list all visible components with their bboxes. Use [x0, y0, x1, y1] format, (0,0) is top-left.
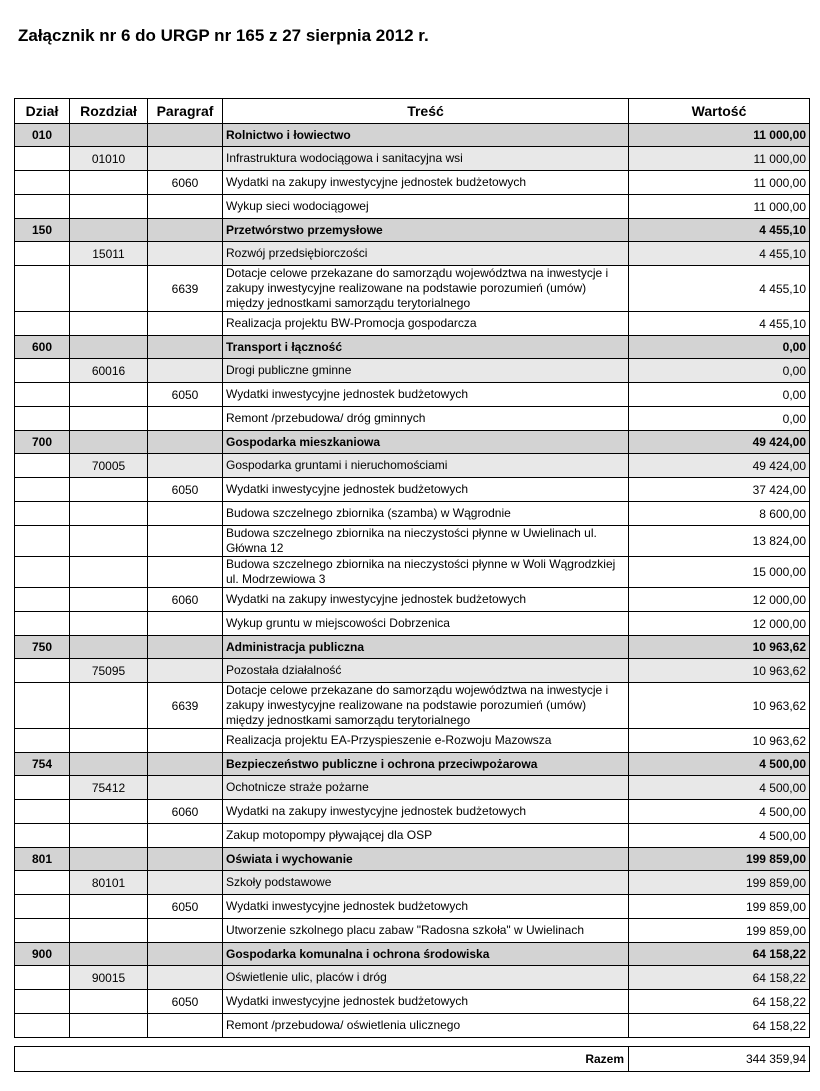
table-row [15, 659, 810, 683]
header-paragraf: Paragraf [148, 99, 223, 124]
cell-wartosc: 12 000,00 [629, 612, 810, 636]
cell-paragraf [148, 824, 223, 848]
cell-rozdzial [70, 195, 148, 219]
cell-paragraf [148, 502, 223, 526]
cell-rozdzial [70, 753, 148, 776]
section-row [15, 943, 810, 966]
cell-wartosc: 4 455,10 [629, 312, 810, 336]
cell-rozdzial [70, 729, 148, 753]
cell-dzial: 900 [15, 943, 70, 966]
table-row [15, 557, 810, 588]
cell-rozdzial: 60016 [70, 359, 148, 383]
table-row [15, 171, 810, 195]
cell-tresc: Rozwój przedsiębiorczości [223, 242, 629, 266]
cell-dzial [15, 526, 70, 557]
cell-rozdzial [70, 407, 148, 431]
cell-paragraf: 6639 [148, 266, 223, 312]
section-row [15, 753, 810, 776]
cell-dzial: 801 [15, 848, 70, 871]
cell-paragraf [148, 943, 223, 966]
cell-dzial: 010 [15, 124, 70, 147]
cell-tresc: Transport i łączność [223, 336, 629, 359]
cell-paragraf [148, 753, 223, 776]
budget-table [14, 98, 810, 1038]
table-row [15, 800, 810, 824]
cell-tresc: Zakup motopompy pływającej dla OSP [223, 824, 629, 848]
cell-dzial [15, 1014, 70, 1038]
cell-tresc: Remont /przebudowa/ dróg gminnych [223, 407, 629, 431]
cell-wartosc: 49 424,00 [629, 431, 810, 454]
cell-dzial [15, 659, 70, 683]
cell-dzial [15, 612, 70, 636]
total-row [15, 1047, 810, 1072]
cell-rozdzial [70, 612, 148, 636]
cell-wartosc: 11 000,00 [629, 195, 810, 219]
cell-dzial [15, 407, 70, 431]
table-row [15, 147, 810, 171]
cell-tresc: Wydatki inwestycyjne jednostek budżetowych [223, 990, 629, 1014]
cell-wartosc: 199 859,00 [629, 871, 810, 895]
cell-wartosc: 64 158,22 [629, 966, 810, 990]
cell-dzial [15, 454, 70, 478]
cell-dzial [15, 359, 70, 383]
cell-wartosc: 4 455,10 [629, 266, 810, 312]
cell-rozdzial [70, 683, 148, 729]
cell-wartosc: 4 500,00 [629, 824, 810, 848]
cell-tresc: Rolnictwo i łowiectwo [223, 124, 629, 147]
cell-rozdzial [70, 219, 148, 242]
table-row [15, 966, 810, 990]
cell-tresc: Wykup sieci wodociągowej [223, 195, 629, 219]
cell-paragraf [148, 729, 223, 753]
cell-rozdzial [70, 336, 148, 359]
cell-rozdzial [70, 171, 148, 195]
cell-dzial [15, 171, 70, 195]
cell-wartosc: 4 455,10 [629, 242, 810, 266]
cell-dzial: 700 [15, 431, 70, 454]
cell-paragraf [148, 848, 223, 871]
section-row [15, 219, 810, 242]
table-row [15, 776, 810, 800]
cell-dzial [15, 195, 70, 219]
cell-rozdzial [70, 478, 148, 502]
cell-paragraf: 6050 [148, 990, 223, 1014]
cell-wartosc: 64 158,22 [629, 1014, 810, 1038]
table-row [15, 729, 810, 753]
table-row [15, 502, 810, 526]
cell-dzial [15, 242, 70, 266]
table-row [15, 478, 810, 502]
cell-wartosc: 0,00 [629, 407, 810, 431]
cell-wartosc: 15 000,00 [629, 557, 810, 588]
cell-paragraf [148, 312, 223, 336]
cell-paragraf: 6060 [148, 800, 223, 824]
cell-wartosc: 13 824,00 [629, 526, 810, 557]
section-row [15, 636, 810, 659]
cell-wartosc: 49 424,00 [629, 454, 810, 478]
table-row [15, 612, 810, 636]
cell-paragraf [148, 454, 223, 478]
table-row [15, 266, 810, 312]
table-body [15, 124, 810, 1038]
cell-rozdzial: 90015 [70, 966, 148, 990]
table-row [15, 895, 810, 919]
cell-dzial: 150 [15, 219, 70, 242]
cell-rozdzial: 15011 [70, 242, 148, 266]
cell-tresc: Szkoły podstawowe [223, 871, 629, 895]
cell-tresc: Realizacja projektu BW-Promocja gospodarcza [223, 312, 629, 336]
cell-tresc: Remont /przebudowa/ oświetlenia ulicznego [223, 1014, 629, 1038]
table-row [15, 526, 810, 557]
cell-paragraf [148, 359, 223, 383]
header-dzial: Dział [15, 99, 70, 124]
cell-wartosc: 10 963,62 [629, 636, 810, 659]
table-row [15, 683, 810, 729]
cell-tresc: Dotacje celowe przekazane do samorządu województwa na inwestycje i zakupy inwestycyjne realizowane na podstawie porozumień (umów) między jednostkami samorządu terytorialnego [223, 266, 629, 312]
cell-dzial [15, 266, 70, 312]
cell-paragraf [148, 147, 223, 171]
cell-rozdzial: 75412 [70, 776, 148, 800]
cell-paragraf [148, 966, 223, 990]
cell-paragraf [148, 776, 223, 800]
cell-paragraf: 6050 [148, 895, 223, 919]
cell-paragraf [148, 557, 223, 588]
cell-paragraf: 6060 [148, 171, 223, 195]
cell-wartosc: 199 859,00 [629, 919, 810, 943]
cell-rozdzial [70, 431, 148, 454]
cell-rozdzial [70, 943, 148, 966]
cell-dzial [15, 147, 70, 171]
cell-rozdzial [70, 266, 148, 312]
table-row [15, 242, 810, 266]
cell-wartosc: 0,00 [629, 336, 810, 359]
table-header-row [15, 99, 810, 124]
cell-dzial [15, 800, 70, 824]
cell-rozdzial: 80101 [70, 871, 148, 895]
cell-tresc: Oświata i wychowanie [223, 848, 629, 871]
cell-wartosc: 11 000,00 [629, 124, 810, 147]
cell-wartosc: 0,00 [629, 383, 810, 407]
cell-paragraf [148, 431, 223, 454]
cell-tresc: Budowa szczelnego zbiornika (szamba) w Wągrodnie [223, 502, 629, 526]
table-row [15, 990, 810, 1014]
total-table [14, 1046, 810, 1072]
header-rozdzial: Rozdział [70, 99, 148, 124]
cell-paragraf: 6639 [148, 683, 223, 729]
cell-wartosc: 10 963,62 [629, 729, 810, 753]
section-row [15, 336, 810, 359]
cell-tresc: Pozostała działalność [223, 659, 629, 683]
cell-tresc: Przetwórstwo przemysłowe [223, 219, 629, 242]
cell-tresc: Infrastruktura wodociągowa i sanitacyjna wsi [223, 147, 629, 171]
cell-rozdzial: 70005 [70, 454, 148, 478]
cell-rozdzial [70, 588, 148, 612]
cell-rozdzial [70, 824, 148, 848]
cell-rozdzial [70, 800, 148, 824]
cell-rozdzial [70, 557, 148, 588]
cell-tresc: Wydatki inwestycyjne jednostek budżetowych [223, 895, 629, 919]
cell-tresc: Administracja publiczna [223, 636, 629, 659]
cell-dzial [15, 502, 70, 526]
cell-rozdzial [70, 919, 148, 943]
cell-wartosc: 199 859,00 [629, 848, 810, 871]
cell-tresc: Utworzenie szkolnego placu zabaw "Radosna szkoła" w Uwielinach [223, 919, 629, 943]
cell-tresc: Wydatki na zakupy inwestycyjne jednostek budżetowych [223, 800, 629, 824]
cell-dzial [15, 776, 70, 800]
cell-rozdzial: 01010 [70, 147, 148, 171]
cell-tresc: Bezpieczeństwo publiczne i ochrona przeciwpożarowa [223, 753, 629, 776]
cell-dzial: 754 [15, 753, 70, 776]
section-row [15, 848, 810, 871]
cell-rozdzial [70, 383, 148, 407]
cell-tresc: Gospodarka mieszkaniowa [223, 431, 629, 454]
cell-paragraf: 6060 [148, 588, 223, 612]
cell-dzial [15, 824, 70, 848]
table-row [15, 359, 810, 383]
table-row [15, 919, 810, 943]
cell-dzial [15, 895, 70, 919]
cell-dzial [15, 588, 70, 612]
cell-wartosc: 37 424,00 [629, 478, 810, 502]
table-row [15, 588, 810, 612]
cell-tresc: Realizacja projektu EA-Przyspieszenie e-Rozwoju Mazowsza [223, 729, 629, 753]
cell-dzial: 750 [15, 636, 70, 659]
cell-paragraf [148, 1014, 223, 1038]
cell-tresc: Drogi publiczne gminne [223, 359, 629, 383]
table-row [15, 1014, 810, 1038]
cell-rozdzial [70, 895, 148, 919]
cell-paragraf [148, 124, 223, 147]
cell-wartosc: 0,00 [629, 359, 810, 383]
cell-tresc: Wydatki inwestycyjne jednostek budżetowych [223, 383, 629, 407]
cell-wartosc: 64 158,22 [629, 990, 810, 1014]
cell-paragraf [148, 242, 223, 266]
cell-paragraf [148, 336, 223, 359]
cell-wartosc: 4 500,00 [629, 776, 810, 800]
cell-paragraf [148, 871, 223, 895]
table-row [15, 383, 810, 407]
cell-rozdzial [70, 312, 148, 336]
cell-dzial [15, 683, 70, 729]
cell-paragraf [148, 636, 223, 659]
cell-paragraf [148, 407, 223, 431]
cell-tresc: Ochotnicze straże pożarne [223, 776, 629, 800]
section-row [15, 431, 810, 454]
cell-tresc: Wykup gruntu w miejscowości Dobrzenica [223, 612, 629, 636]
cell-rozdzial [70, 526, 148, 557]
cell-rozdzial [70, 124, 148, 147]
cell-wartosc: 4 500,00 [629, 800, 810, 824]
table-row [15, 407, 810, 431]
cell-rozdzial [70, 502, 148, 526]
cell-rozdzial [70, 1014, 148, 1038]
cell-wartosc: 4 455,10 [629, 219, 810, 242]
cell-paragraf [148, 612, 223, 636]
cell-tresc: Budowa szczelnego zbiornika na nieczystości płynne w Uwielinach ul. Główna 12 [223, 526, 629, 557]
cell-paragraf [148, 219, 223, 242]
table-row [15, 871, 810, 895]
cell-tresc: Dotacje celowe przekazane do samorządu województwa na inwestycje i zakupy inwestycyjne realizowane na podstawie porozumień (umów) między jednostkami samorządu terytorialnego [223, 683, 629, 729]
cell-rozdzial: 75095 [70, 659, 148, 683]
table-row [15, 824, 810, 848]
cell-wartosc: 4 500,00 [629, 753, 810, 776]
cell-wartosc: 64 158,22 [629, 943, 810, 966]
cell-wartosc: 8 600,00 [629, 502, 810, 526]
total-value: 344 359,94 [629, 1047, 810, 1072]
cell-dzial [15, 557, 70, 588]
cell-wartosc: 11 000,00 [629, 171, 810, 195]
cell-paragraf: 6050 [148, 478, 223, 502]
table-row [15, 454, 810, 478]
table-row [15, 195, 810, 219]
cell-tresc: Budowa szczelnego zbiornika na nieczystości płynne w Woli Wągrodzkiej ul. Modrzewiowa 3 [223, 557, 629, 588]
cell-paragraf [148, 919, 223, 943]
cell-wartosc: 10 963,62 [629, 659, 810, 683]
document-title: Załącznik nr 6 do URGP nr 165 z 27 sierpnia 2012 r. [18, 26, 429, 45]
cell-paragraf [148, 195, 223, 219]
cell-dzial [15, 478, 70, 502]
header-tresc: Treść [223, 99, 629, 124]
cell-paragraf [148, 526, 223, 557]
table-row [15, 312, 810, 336]
cell-dzial [15, 990, 70, 1014]
cell-paragraf [148, 659, 223, 683]
section-row [15, 124, 810, 147]
cell-tresc: Wydatki inwestycyjne jednostek budżetowych [223, 478, 629, 502]
cell-tresc: Oświetlenie ulic, placów i dróg [223, 966, 629, 990]
cell-tresc: Gospodarka gruntami i nieruchomościami [223, 454, 629, 478]
cell-wartosc: 12 000,00 [629, 588, 810, 612]
cell-dzial [15, 383, 70, 407]
cell-dzial [15, 919, 70, 943]
header-wartosc: Wartość [629, 99, 810, 124]
total-label: Razem [15, 1047, 629, 1072]
cell-rozdzial [70, 990, 148, 1014]
cell-paragraf: 6050 [148, 383, 223, 407]
cell-dzial: 600 [15, 336, 70, 359]
cell-tresc: Wydatki na zakupy inwestycyjne jednostek budżetowych [223, 588, 629, 612]
cell-wartosc: 199 859,00 [629, 895, 810, 919]
cell-dzial [15, 729, 70, 753]
cell-dzial [15, 966, 70, 990]
cell-tresc: Gospodarka komunalna i ochrona środowiska [223, 943, 629, 966]
cell-dzial [15, 871, 70, 895]
cell-rozdzial [70, 848, 148, 871]
cell-tresc: Wydatki na zakupy inwestycyjne jednostek budżetowych [223, 171, 629, 195]
cell-wartosc: 10 963,62 [629, 683, 810, 729]
cell-wartosc: 11 000,00 [629, 147, 810, 171]
cell-dzial [15, 312, 70, 336]
cell-rozdzial [70, 636, 148, 659]
